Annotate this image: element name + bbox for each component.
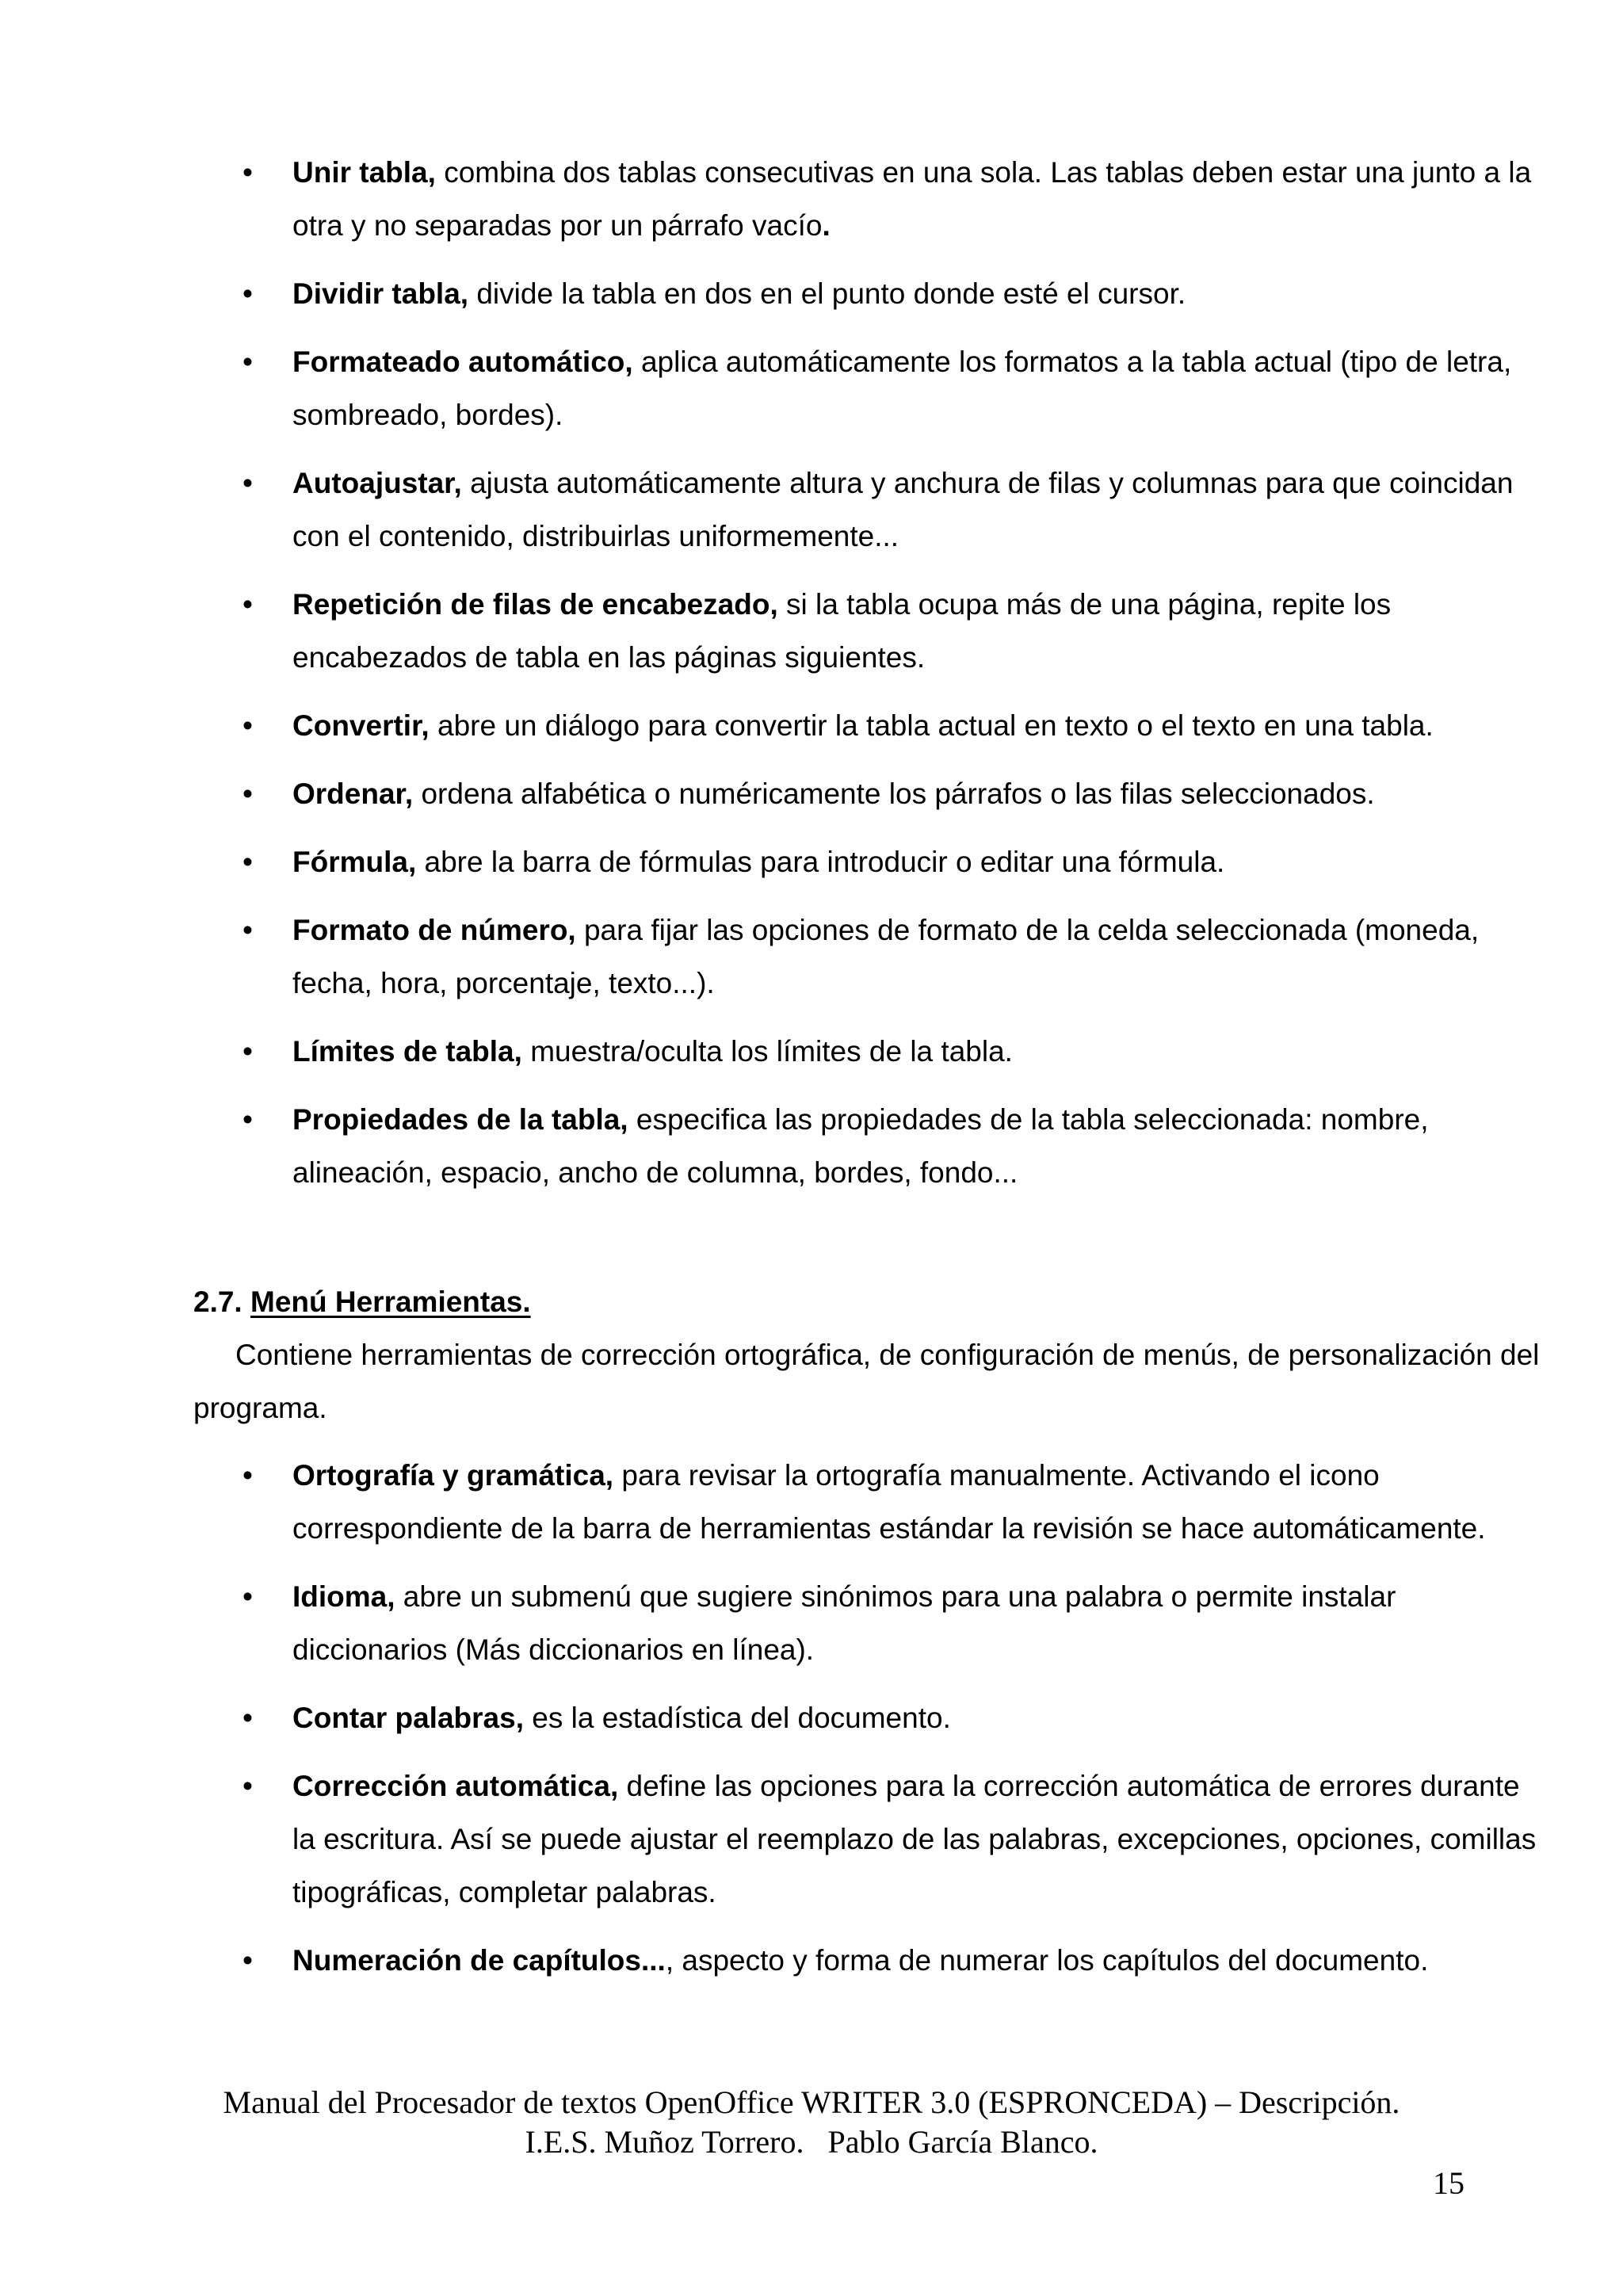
option-term: Numeración de capítulos... xyxy=(292,1944,666,1977)
option-description: abre un submenú que sugiere sinónimos para una palabra o permite instalar diccionarios (Más diccionarios en línea). xyxy=(292,1580,1396,1666)
bullet: • xyxy=(242,777,253,810)
option-description: abre la barra de fórmulas para introducir o editar una fórmula. xyxy=(416,846,1225,878)
option-description: divide la tabla en dos en el punto donde esté el cursor. xyxy=(468,277,1186,310)
list-item xyxy=(0,904,1623,1010)
tools-menu-options-list xyxy=(0,1449,1623,2002)
option-description: es la estadística del documento. xyxy=(523,1702,951,1734)
option-description: especifica las propiedades de la tabla seleccionada: nombre, alineación, espacio, ancho de columna, bordes, fondo... xyxy=(292,1103,1429,1189)
option-term: Idioma, xyxy=(292,1580,395,1613)
option-term: Formato de número, xyxy=(292,914,576,946)
option-description: para fijar las opciones de formato de la celda seleccionada (moneda, fecha, hora, porcentaje, texto...). xyxy=(292,914,1480,999)
option-term: Corrección automática, xyxy=(292,1770,619,1802)
list-item xyxy=(0,699,1623,752)
bullet: • xyxy=(242,346,253,378)
page-number: 15 xyxy=(1433,2165,1465,2201)
list-item xyxy=(0,1449,1623,1555)
page-footer xyxy=(0,2083,1623,2162)
bullet: • xyxy=(242,1459,253,1492)
list-item xyxy=(0,835,1623,888)
list-item xyxy=(0,1691,1623,1744)
list-item xyxy=(0,1570,1623,1676)
bullet: • xyxy=(242,914,253,946)
option-description: si la tabla ocupa más de una página, repite los encabezados de tabla en las páginas siguientes. xyxy=(292,588,1392,674)
option-term: Repetición de filas de encabezado, xyxy=(292,588,778,621)
option-term: Formateado automático, xyxy=(292,346,633,378)
bullet: • xyxy=(242,588,253,621)
option-description: para revisar la ortografía manualmente. Activando el icono correspondiente de la barra de herramientas estándar la revisión se hace automáticamente. xyxy=(292,1459,1486,1545)
bullet: • xyxy=(242,277,253,310)
option-description: , aspecto y forma de numerar los capítulos del documento. xyxy=(665,1944,1429,1977)
list-item xyxy=(0,1934,1623,1987)
option-description: define las opciones para la corrección automática de errores durante la escritura. Así se puede ajustar el reemplazo de las palabras, excepciones, opciones, comillas tipográficas, completar palabras. xyxy=(292,1770,1537,1908)
section-title: Menú Herramientas. xyxy=(250,1286,531,1318)
option-description: ordena alfabética o numéricamente los párrafos o las filas seleccionados. xyxy=(413,777,1375,810)
list-item xyxy=(0,1759,1623,1919)
option-description: combina dos tablas consecutivas en una sola. Las tablas deben estar una junto a la otra y no separadas por un párrafo vacío xyxy=(292,156,1532,242)
option-term: Autoajustar, xyxy=(292,467,462,499)
bullet: • xyxy=(242,1580,253,1613)
option-term: Propiedades de la tabla, xyxy=(292,1103,628,1136)
list-item xyxy=(0,457,1623,563)
option-term: Unir tabla, xyxy=(292,156,436,189)
bullet: • xyxy=(242,709,253,742)
section-intro: Contiene herramientas de corrección ortográfica, de configuración de menús, de personalización del programa. xyxy=(193,1339,1540,1424)
option-description: ajusta automáticamente altura y anchura de filas y columnas para que coincidan con el contenido, distribuirlas uniformemente... xyxy=(292,467,1514,552)
bullet: • xyxy=(242,1103,253,1136)
footer-line-author: I.E.S. Muñoz Torrero. Pablo García Blanco. xyxy=(525,2124,1098,2160)
trailing-period: . xyxy=(822,209,831,242)
footer-line-title: Manual del Procesador de textos OpenOffice WRITER 3.0 (ESPRONCEDA) – Descripción. xyxy=(223,2084,1400,2120)
bullet: • xyxy=(242,1035,253,1068)
list-item xyxy=(0,1025,1623,1078)
option-term: Contar palabras, xyxy=(292,1702,524,1734)
table-menu-options-list xyxy=(0,146,1623,1214)
option-term: Fórmula, xyxy=(292,846,417,878)
list-item xyxy=(0,767,1623,820)
option-description: aplica automáticamente los formatos a la tabla actual (tipo de letra, sombreado, bordes). xyxy=(292,346,1512,431)
list-item xyxy=(0,146,1623,252)
bullet: • xyxy=(242,1770,253,1802)
option-description: muestra/oculta los límites de la tabla. xyxy=(521,1035,1013,1068)
list-item xyxy=(0,1093,1623,1199)
option-description: abre un diálogo para convertir la tabla actual en texto o el texto en una tabla. xyxy=(429,709,1434,742)
bullet: • xyxy=(242,846,253,878)
option-term: Ortografía y gramática, xyxy=(292,1459,614,1492)
list-item xyxy=(0,578,1623,684)
list-item xyxy=(0,335,1623,441)
bullet: • xyxy=(242,156,253,189)
section-heading xyxy=(193,1275,1541,1328)
section-number: 2.7. xyxy=(193,1286,242,1318)
bullet: • xyxy=(242,1702,253,1734)
section-tools-menu xyxy=(193,1275,1541,1435)
option-term: Ordenar, xyxy=(292,777,414,810)
bullet: • xyxy=(242,467,253,499)
option-term: Límites de tabla, xyxy=(292,1035,522,1068)
option-term: Dividir tabla, xyxy=(292,277,469,310)
bullet: • xyxy=(242,1944,253,1977)
option-term: Convertir, xyxy=(292,709,430,742)
list-item xyxy=(0,267,1623,320)
